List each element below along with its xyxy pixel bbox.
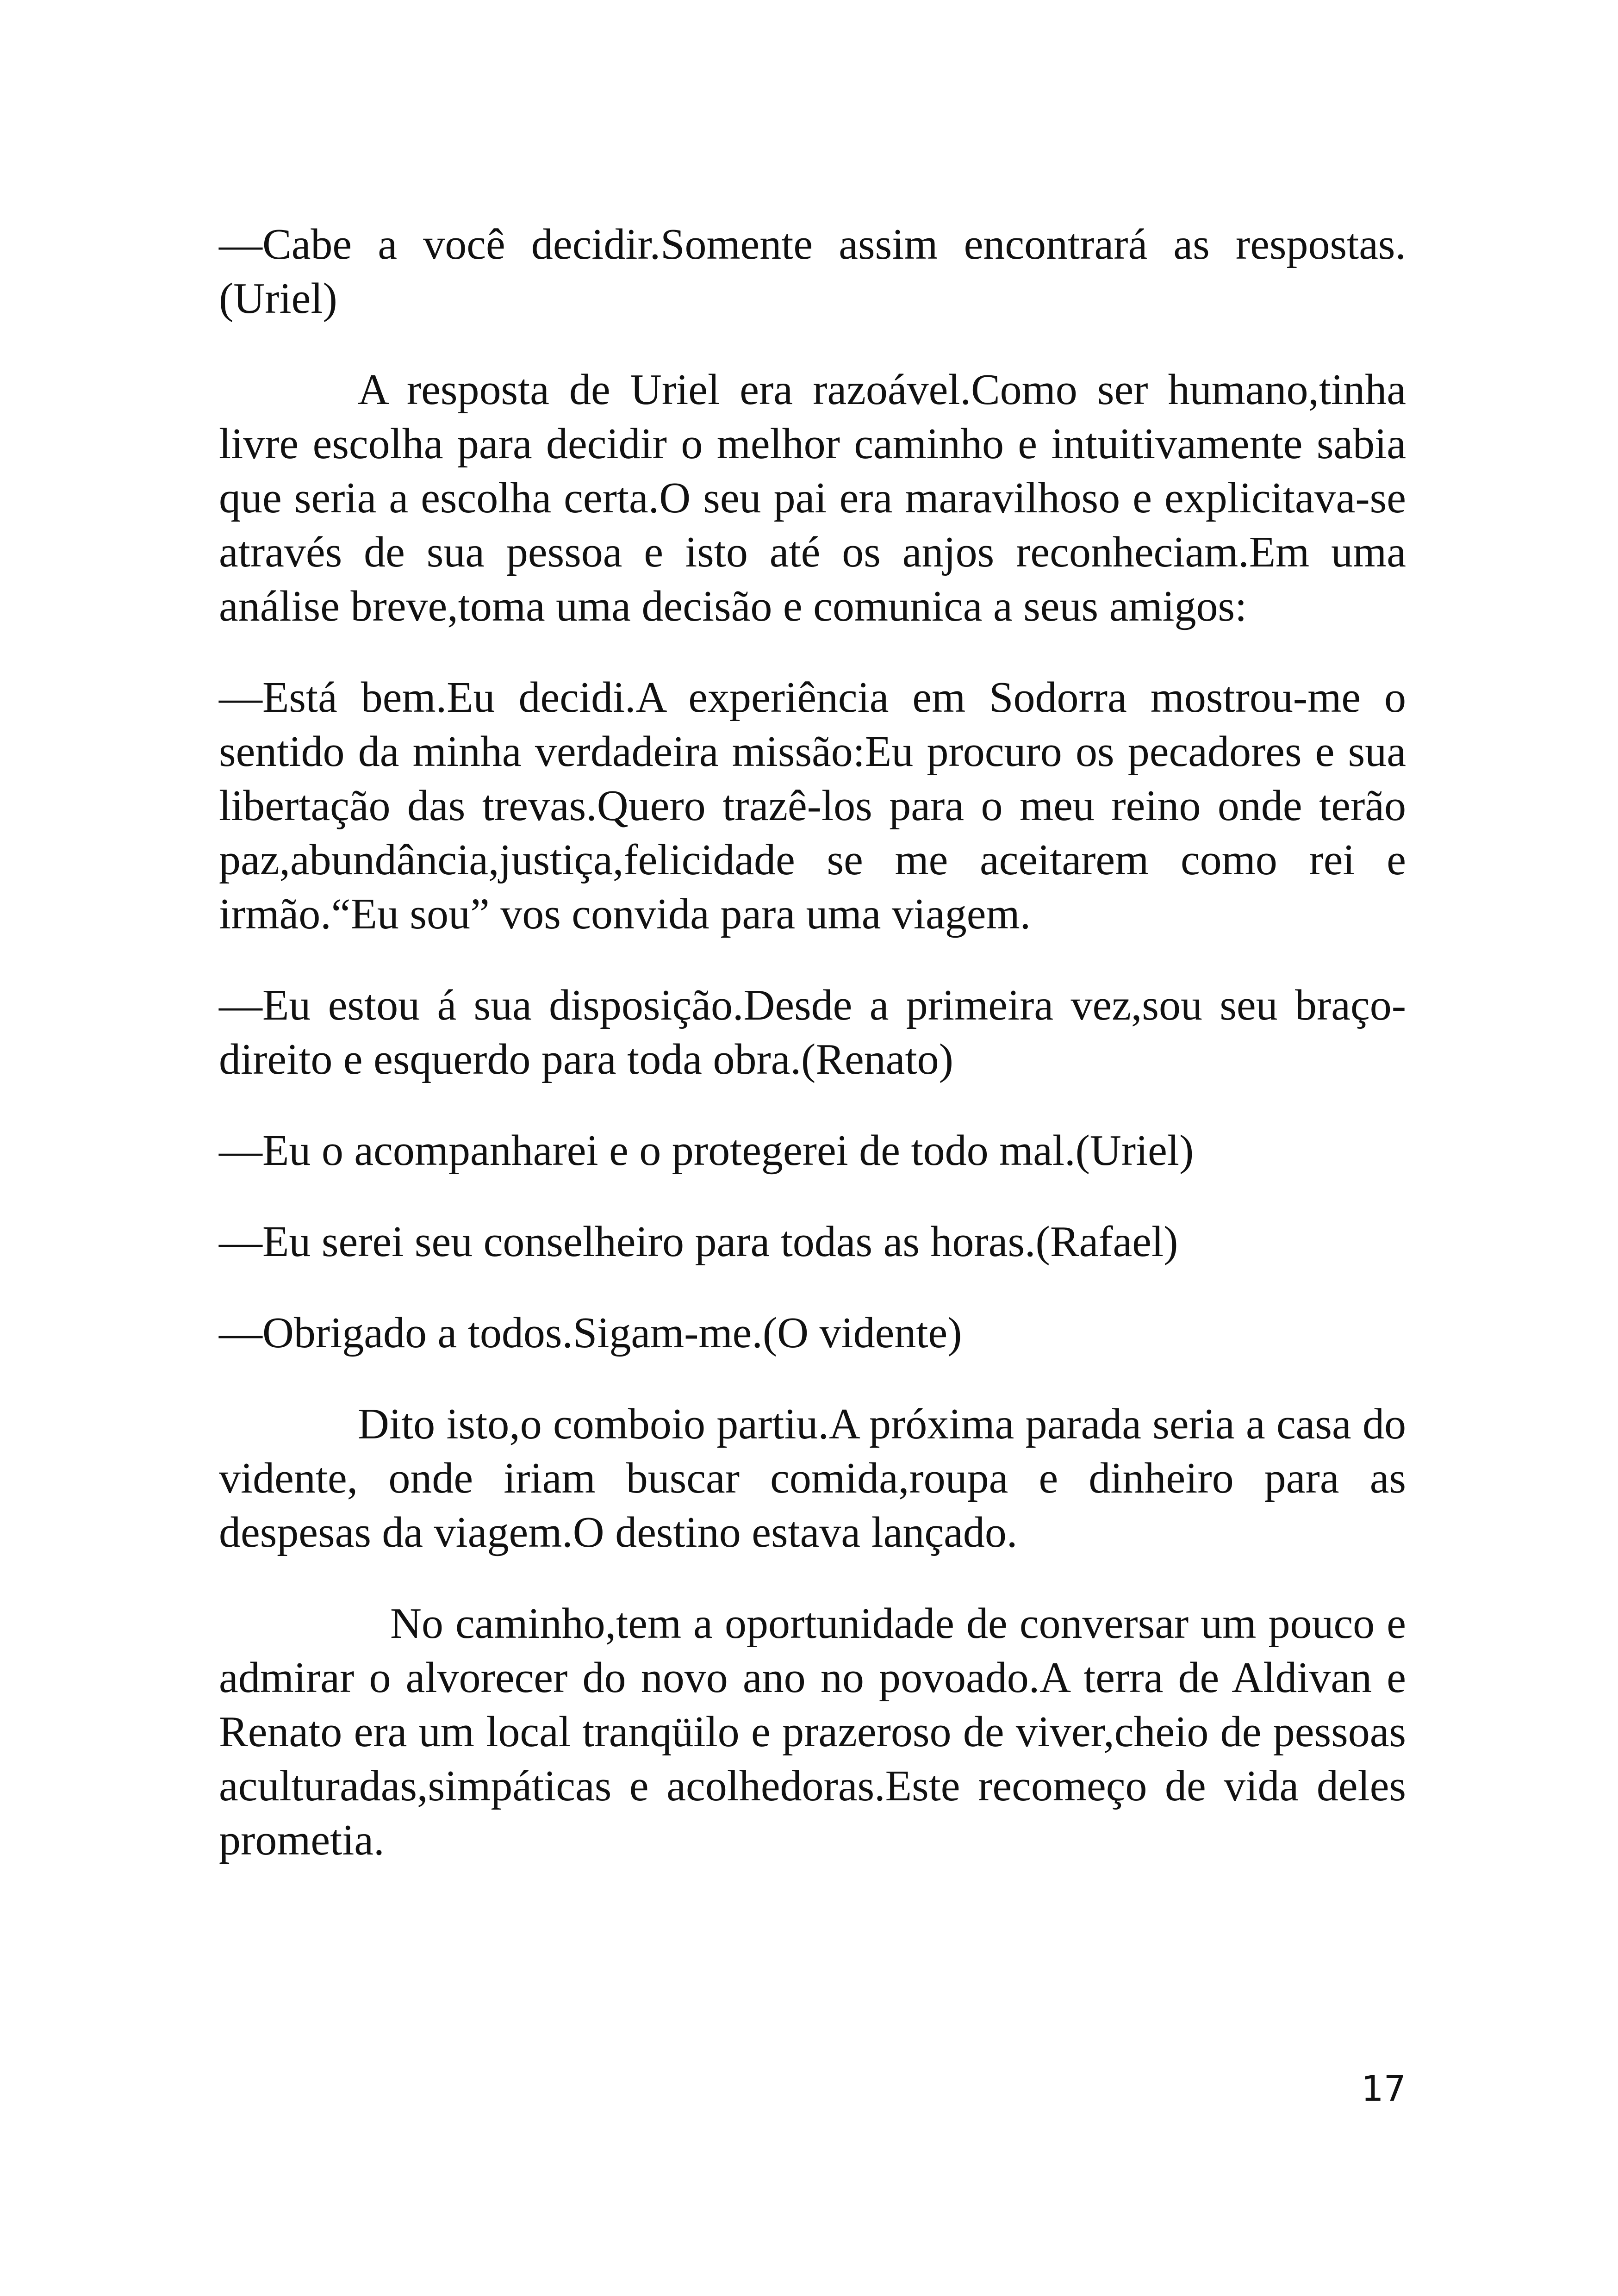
paragraph-dialogue-mission: —Está bem.Eu decidi.A experiência em Sodorra mostrou-me o sentido da minha verdadeira missão:Eu procuro os pecadores e sua libertação das trevas.Quero trazê-los para o meu reino onde terão paz,abundância,justiça,felicidade se me aceitarem como rei e irmão.“Eu sou” vos convida para uma viagem. xyxy=(219,673,1406,938)
paragraph-dialogue-vidente: —Obrigado a todos.Sigam-me.(O vidente) xyxy=(219,1309,962,1357)
paragraph-dialogue-rafael: —Eu serei seu conselheiro para todas as horas.(Rafael) xyxy=(219,1218,1178,1266)
page-number: 17 xyxy=(1361,2068,1406,2109)
paragraph-narration-journey: No caminho,tem a oportunidade de conversar um pouco e admirar o alvorecer do novo ano no povoado.A terra de Aldivan e Renato era um local tranqüilo e prazeroso de viver,cheio de pessoas aculturadas,simpáticas e acolhedoras.Este recomeço de vida deles prometia. xyxy=(219,1599,1406,1864)
paragraph-dialogue-uriel-2: —Eu o acompanharei e o protegerei de todo mal.(Uriel) xyxy=(219,1126,1194,1175)
paragraph-narration-departure: Dito isto,o comboio partiu.A próxima parada seria a casa do vidente, onde iriam buscar comida,roupa e dinheiro para as despesas da viagem.O destino estava lançado. xyxy=(219,1400,1406,1556)
paragraph-dialogue-uriel-1: —Cabe a você decidir.Somente assim encontrará as respostas.(Uriel) xyxy=(219,220,1406,323)
paragraph-narration-decision: A resposta de Uriel era razoável.Como ser humano,tinha livre escolha para decidir o melhor caminho e intuitivamente sabia que seria a escolha certa.O seu pai era maravilhoso e explicitava-se através de sua pessoa e isto até os anjos reconheciam.Em uma análise breve,toma uma decisão e comunica a seus amigos: xyxy=(219,366,1406,630)
paragraph-dialogue-renato: —Eu estou á sua disposição.Desde a primeira vez,sou seu braço-direito e esquerdo para toda obra.(Renato) xyxy=(219,981,1406,1083)
body-text xyxy=(219,218,1406,1904)
